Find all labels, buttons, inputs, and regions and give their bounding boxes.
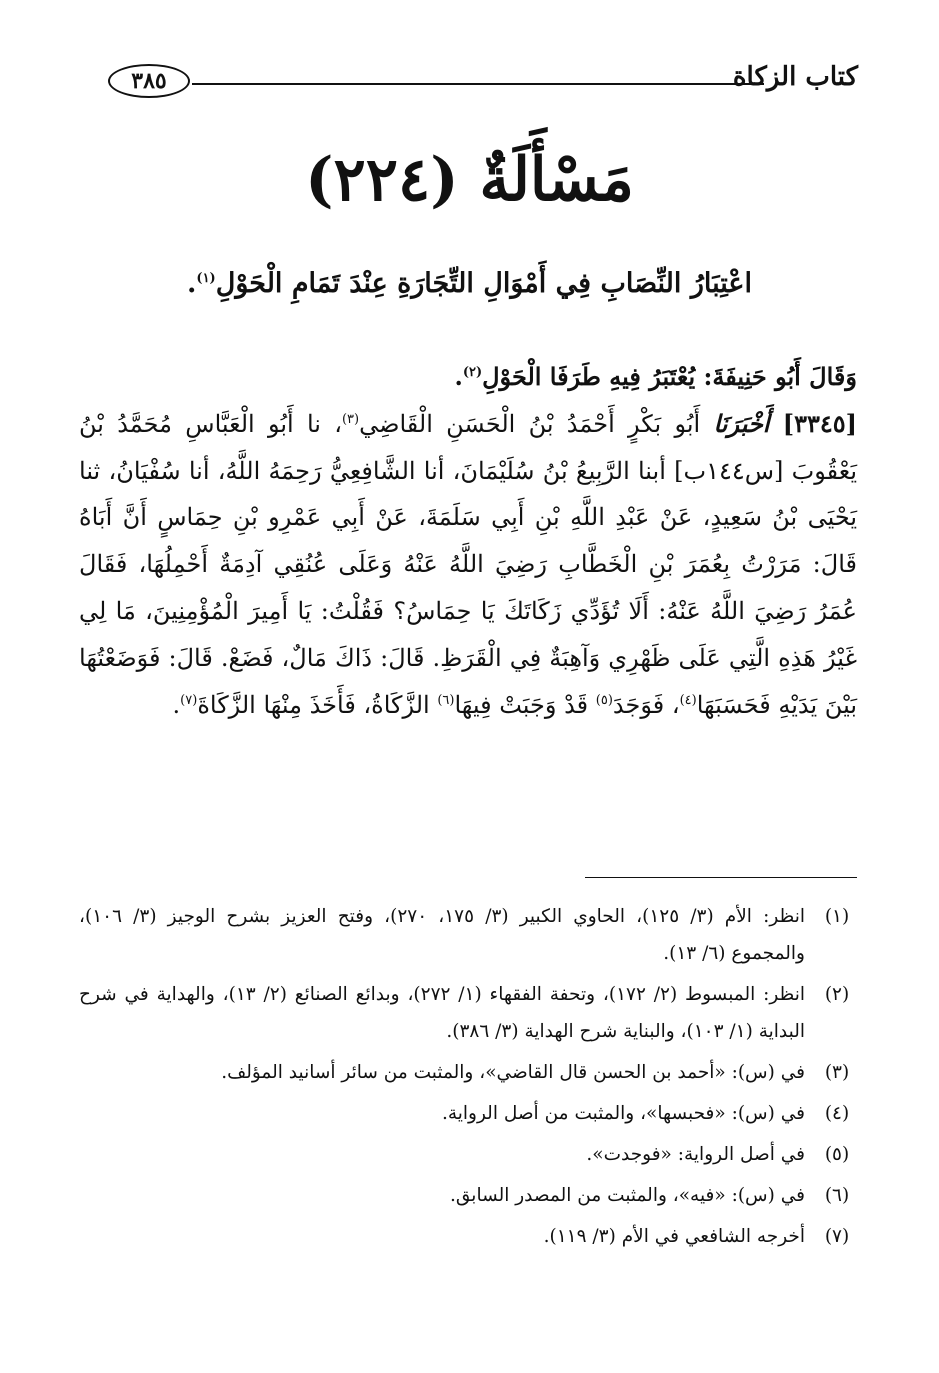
issue-title: مَسْأَلَةٌ (٢٢٤) <box>305 145 634 215</box>
footnote-item <box>79 1136 857 1173</box>
footnote-item <box>79 1177 857 1214</box>
issue-subtitle-end: . <box>187 268 197 299</box>
footnote-item <box>79 1218 857 1255</box>
issue-subtitle-text: اعْتِبَارُ النِّصَابِ فِي أَمْوَالِ التِّجَارَةِ عِنْدَ تَمَامِ الْحَوْلِ <box>215 268 752 299</box>
footnote-ref-5: (٥) <box>595 692 613 708</box>
footnote-number: (٥) <box>824 1144 850 1165</box>
footnote-text: في أصل الرواية: «فوجدت». <box>586 1144 805 1165</box>
footnote-text: أخرجه الشافعي في الأم (٣/ ١١٩). <box>543 1226 805 1247</box>
footnote-item <box>79 976 857 1050</box>
page-number: ٣٨٥ <box>108 64 190 98</box>
footnote-ref-7: (٧) <box>180 692 198 708</box>
header-rule <box>192 83 764 85</box>
paragraph-abu-hanifa <box>79 354 857 401</box>
footnote-number: (٦) <box>824 1185 850 1206</box>
narration-seg-4: قَدْ وَجَبَتْ فِيهَا <box>454 690 596 719</box>
footnote-number: (١) <box>824 906 850 927</box>
paragraph-narration <box>79 401 857 729</box>
footnote-separator <box>585 877 857 878</box>
footnotes <box>79 898 857 1259</box>
footnote-ref-4: (٤) <box>679 692 697 708</box>
footnote-item <box>79 898 857 972</box>
footnote-ref-6: (٦) <box>437 692 455 708</box>
footnote-item <box>79 1054 857 1091</box>
narration-seg-1: أَبُو بَكْرٍ أَحْمَدُ بْنُ الْحَسَنِ الْقَاضِي <box>359 409 701 438</box>
narration-seg-5: الزَّكَاةُ، فَأَخَذَ مِنْهَا الزَّكَاةَ <box>197 690 438 719</box>
narration-seg-3: ، فَوَجَدَ <box>612 690 680 719</box>
footnote-text: في (س): «فيه»، والمثبت من المصدر السابق. <box>449 1185 805 1206</box>
footnote-text: انظر: المبسوط (٢/ ١٧٢)، وتحفة الفقهاء (١/ ٢٧٢)، وبدائع الصنائع (٢/ ١٣)، والهداية في شرح البداية (١/ ١٠٣)، والبناية شرح الهداية (٣/ ٣٨٦). <box>79 984 805 1042</box>
footnote-ref-2: (٢) <box>462 365 483 380</box>
narration-akhbarana: أَخْبَرَنَا <box>713 408 770 438</box>
narration-number: [٣٣٤٥] <box>782 408 857 438</box>
paragraph-abu-hanifa-end: . <box>454 362 463 391</box>
page-header <box>100 58 860 108</box>
narration-end: . <box>172 690 181 719</box>
footnote-ref-1: (١) <box>196 271 216 286</box>
footnote-ref-3: (٣) <box>341 411 360 427</box>
footnote-text: في (س): «فحبسها»، والمثبت من أصل الرواية. <box>441 1103 805 1124</box>
paragraph-abu-hanifa-text: وَقَالَ أَبُو حَنِيفَةَ: يُعْتَبَرُ فِيهِ طَرَفَا الْحَوْلِ <box>482 362 857 391</box>
footnote-text: انظر: الأم (٣/ ١٢٥)، الحاوي الكبير (٣/ ١٧٥، ٢٧٠)، وفتح العزيز بشرح الوجيز (٣/ ١٠٦)، والمجموع (٦/ ١٣). <box>79 906 805 964</box>
footnote-number: (٢) <box>824 984 850 1005</box>
footnote-item <box>79 1095 857 1132</box>
footnote-number: (٣) <box>824 1062 850 1083</box>
footnote-text: في (س): «أحمد بن الحسن قال القاضي»، والمثبت من سائر أسانيد المؤلف. <box>221 1062 805 1083</box>
issue-subtitle <box>80 262 859 306</box>
footnote-number: (٧) <box>824 1226 850 1247</box>
body-text <box>79 354 857 728</box>
footnote-number: (٤) <box>824 1103 850 1124</box>
narration-seg-2: ، نا أَبُو الْعَبَّاسِ مُحَمَّدُ بْنُ يَعْقُوبَ [س١٤٤ب] أبنا الرَّبِيعُ بْنُ سُلَيْمَانَ، أنا الشَّافِعِيُّ رَحِمَهُ اللَّهُ، أنا سُفْيَانُ، ثنا يَحْيَى بْنُ سَعِيدٍ، عَنْ عَبْدِ اللَّهِ بْنِ أَبِي سَلَمَةَ، عَنْ أَبِي عَمْرِو بْنِ حِمَاسٍ أَنَّ أَبَاهُ قَالَ: مَرَرْتُ بِعُمَرَ بْنِ الْخَطَّابِ رَضِيَ اللَّهُ عَنْهُ وَعَلَى عُنُقِي آدِمَةٌ أَحْمِلُهَا، فَقَالَ عُمَرُ رَضِيَ اللَّهُ عَنْهُ: أَلَا تُؤَدِّي زَكَاتَكَ يَا حِمَاسُ؟ فَقُلْتُ: يَا أَمِيرَ الْمُؤْمِنِينَ، مَا لِي غَيْرُ هَذِهِ الَّتِي عَلَى ظَهْرِي وَآهِبَةٌ فِي الْقَرَظِ. قَالَ: ذَاكَ مَالٌ، فَضَعْ. قَالَ: فَوَضَعْتُهَا بَيْنَ يَدَيْهِ فَحَسَبَهَا <box>79 409 857 719</box>
book-title: كتاب الزكاة <box>732 62 858 92</box>
